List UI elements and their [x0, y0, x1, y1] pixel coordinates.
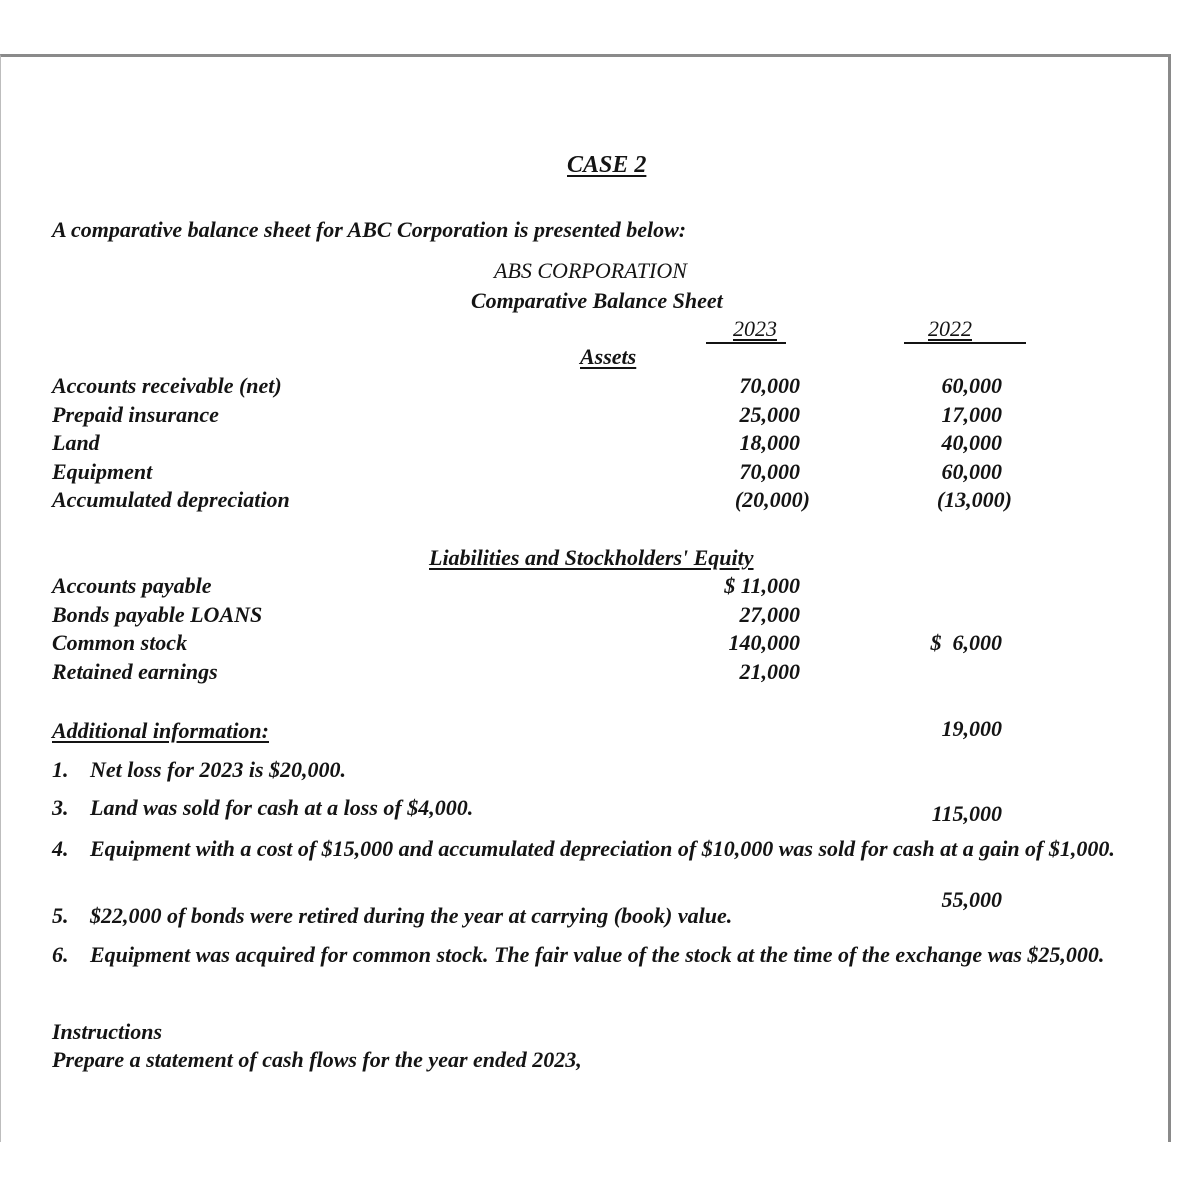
list-item-number: 3.: [52, 795, 69, 820]
instructions-heading: Instructions: [52, 1019, 163, 1044]
table-row-label: Bonds payable LOANS: [52, 601, 263, 627]
table-cell: 60,000: [941, 458, 1002, 484]
table-cell: (20,000): [734, 487, 810, 512]
list-item-number: 6.: [52, 942, 69, 967]
list-item-text: Net loss for 2023 is $20,000.: [90, 757, 347, 782]
table-cell: 140,000: [728, 630, 800, 655]
year-2022-rule: [904, 342, 1026, 344]
liabilities-heading: Liabilities and Stockholders' Equity: [429, 545, 754, 570]
liabilities-2023-column: [660, 572, 800, 686]
assets-labels: [52, 372, 290, 515]
table-cell: (13,000): [936, 487, 1012, 512]
table-cell: 18,000: [739, 430, 800, 455]
statement-title: Comparative Balance Sheet: [471, 288, 723, 313]
table-cell: 115,000: [931, 801, 1002, 826]
table-cell: 70,000: [739, 458, 800, 484]
list-item-number: 4.: [52, 836, 69, 861]
case-title: CASE 2: [567, 152, 647, 178]
list-item-text: Equipment was acquired for common stock. The fair value of the stock at the time of the exchange was $25,000.: [90, 942, 1105, 967]
table-cell: 60,000: [941, 373, 1002, 398]
table-cell: 27,000: [739, 601, 800, 627]
liabilities-labels: [52, 572, 262, 686]
list-item-text: $22,000 of bonds were retired during the year at carrying (book) value.: [90, 903, 733, 928]
table-cell: 70,000: [739, 373, 800, 398]
instructions-text: Prepare a statement of cash flows for the year ended 2023,: [52, 1047, 582, 1072]
table-row-label: Equipment: [52, 458, 153, 484]
table-cell: 19,000: [941, 715, 1002, 741]
table-row-label: Accounts receivable (net): [52, 373, 282, 398]
list-item-text: Land was sold for cash at a loss of $4,000.: [90, 795, 474, 820]
table-row-label: Land: [52, 430, 100, 455]
table-cell: 55,000: [941, 886, 1002, 912]
table-row-label: Prepaid insurance: [52, 401, 219, 427]
table-row-label: Common stock: [52, 630, 188, 655]
additional-info-heading: Additional information:: [52, 718, 269, 743]
table-row-label: Accumulated depreciation: [52, 487, 290, 512]
table-cell: $ 11,000: [724, 573, 800, 598]
list-item-number: 1.: [52, 757, 69, 782]
year-2023-rule: [706, 342, 786, 344]
assets-heading: Assets: [580, 344, 637, 369]
list-item-text: Equipment with a cost of $15,000 and accumulated depreciation of $10,000 was sold for cash at a gain of $1,000.: [90, 836, 1115, 861]
year-2022-header: 2022: [928, 316, 972, 341]
list-item-number: 5.: [52, 903, 69, 928]
table-row-label: Accounts payable: [52, 573, 212, 598]
table-cell: 25,000: [739, 401, 800, 427]
intro-text: A comparative balance sheet for ABC Corporation is presented below:: [52, 217, 687, 242]
assets-2023-column: [680, 372, 810, 515]
assets-2022-column: [880, 372, 1012, 515]
table-row-label: Retained earnings: [52, 658, 218, 684]
table-cell: 17,000: [941, 401, 1002, 427]
table-cell: 40,000: [941, 430, 1002, 455]
company-name: ABS CORPORATION: [494, 258, 687, 283]
year-2023-header: 2023: [733, 316, 777, 341]
table-cell: 21,000: [739, 658, 800, 684]
table-cell: $ 6,000: [930, 630, 1002, 655]
